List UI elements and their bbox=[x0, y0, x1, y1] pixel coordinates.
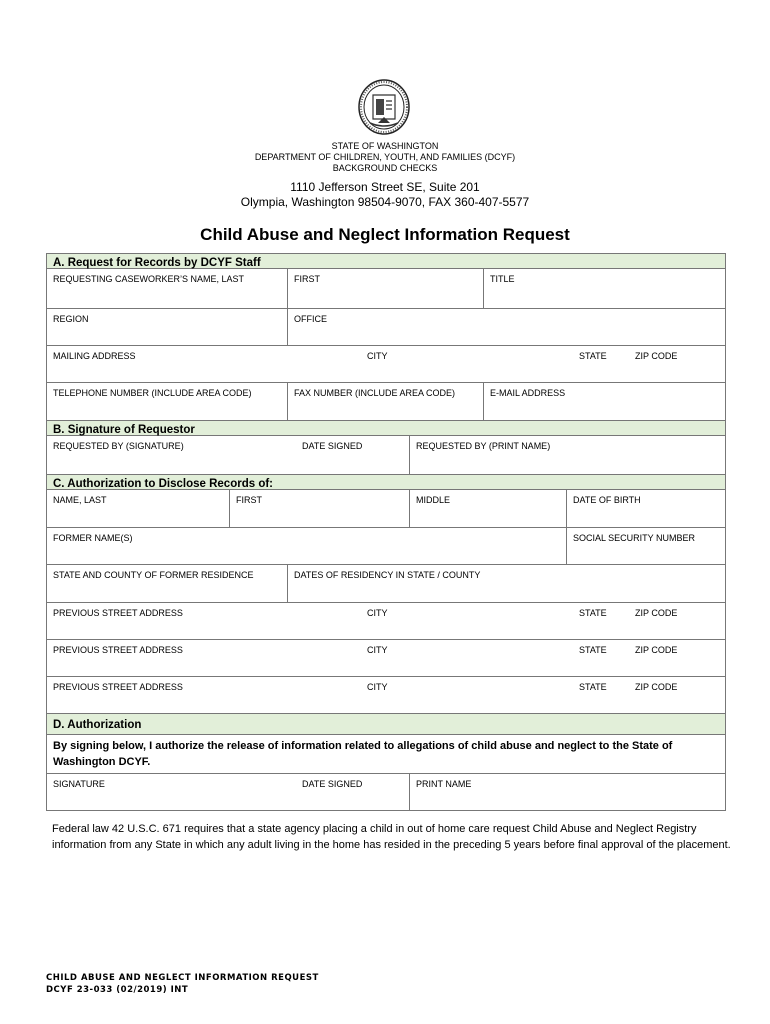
state-name: STATE OF WASHINGTON bbox=[331, 141, 439, 151]
section-a-heading: A. Request for Records by DCYF Staff bbox=[46, 254, 726, 269]
form-row bbox=[46, 640, 726, 677]
city-field[interactable]: CITY bbox=[367, 351, 388, 361]
form-row bbox=[46, 490, 726, 528]
form-row bbox=[46, 383, 726, 421]
federal-law-note: Federal law 42 U.S.C. 671 requires that a state agency placing a child in out of home care request Child Abuse and Neglect Registry information from any State in which any adult living in the home has resided in the preceding 5 years before final approval of the placement. bbox=[52, 823, 731, 851]
department-name: DEPARTMENT OF CHILDREN, YOUTH, AND FAMILIES (DCYF) bbox=[254, 152, 516, 162]
authorization-statement: By signing below, I authorize the release of information related to allegations of child abuse and neglect to the State of Washington DCYF. bbox=[46, 735, 726, 774]
requestor-signature-field[interactable]: REQUESTED BY (SIGNATURE) bbox=[53, 441, 184, 451]
previous-city-field-1[interactable]: CITY bbox=[367, 608, 388, 618]
form-row bbox=[46, 677, 726, 714]
form-row bbox=[46, 346, 726, 383]
previous-zip-field-2[interactable]: ZIP CODE bbox=[629, 640, 726, 676]
dates-of-residency-field[interactable]: DATES OF RESIDENCY IN STATE / COUNTY bbox=[288, 565, 726, 602]
ssn-field[interactable]: SOCIAL SECURITY NUMBER bbox=[567, 528, 726, 564]
telephone-field[interactable]: TELEPHONE NUMBER (INCLUDE AREA CODE) bbox=[47, 383, 288, 420]
form-row bbox=[46, 528, 726, 565]
previous-city-field-3[interactable]: CITY bbox=[367, 682, 388, 692]
form-row bbox=[46, 436, 726, 475]
subject-signature-field[interactable]: SIGNATURE bbox=[53, 779, 105, 789]
footer-form-title: CHILD ABUSE AND NEGLECT INFORMATION REQUEST bbox=[46, 973, 319, 983]
form-row bbox=[46, 774, 726, 811]
unit-name: BACKGROUND CHECKS bbox=[332, 163, 438, 173]
previous-street-field-3[interactable]: PREVIOUS STREET ADDRESS bbox=[53, 682, 183, 692]
fax-field[interactable]: FAX NUMBER (INCLUDE AREA CODE) bbox=[288, 383, 484, 420]
form-row bbox=[46, 269, 726, 309]
zip-field[interactable]: ZIP CODE bbox=[629, 346, 726, 382]
address-line-1: 1110 Jefferson Street SE, Suite 201 bbox=[290, 180, 480, 194]
previous-zip-field-3[interactable]: ZIP CODE bbox=[629, 677, 726, 713]
state-field[interactable]: STATE bbox=[579, 351, 607, 361]
subject-date-signed-field[interactable]: DATE SIGNED bbox=[296, 774, 410, 810]
caseworker-title-field[interactable]: TITLE bbox=[484, 269, 726, 308]
form-row bbox=[46, 603, 726, 640]
email-field[interactable]: E-MAIL ADDRESS bbox=[484, 383, 726, 420]
office-field[interactable]: OFFICE bbox=[288, 309, 726, 345]
previous-state-field-3[interactable]: STATE bbox=[579, 682, 607, 692]
subject-first-name-field[interactable]: FIRST bbox=[230, 490, 410, 527]
caseworker-first-field[interactable]: FIRST bbox=[288, 269, 484, 308]
previous-zip-field-1[interactable]: ZIP CODE bbox=[629, 603, 726, 639]
subject-last-name-field[interactable]: NAME, LAST bbox=[47, 490, 230, 527]
former-names-field[interactable]: FORMER NAME(S) bbox=[47, 528, 567, 564]
address-line-2: Olympia, Washington 98504-9070, FAX 360-407-5577 bbox=[240, 195, 530, 209]
previous-street-field-1[interactable]: PREVIOUS STREET ADDRESS bbox=[53, 608, 183, 618]
previous-city-field-2[interactable]: CITY bbox=[367, 645, 388, 655]
mailing-address-field[interactable]: MAILING ADDRESS bbox=[53, 351, 136, 361]
region-field[interactable]: REGION bbox=[47, 309, 288, 345]
state-county-field[interactable]: STATE AND COUNTY OF FORMER RESIDENCE bbox=[47, 565, 288, 602]
page-title: Child Abuse and Neglect Information Request bbox=[200, 225, 570, 244]
previous-street-field-2[interactable]: PREVIOUS STREET ADDRESS bbox=[53, 645, 183, 655]
form-row bbox=[46, 565, 726, 603]
caseworker-last-field[interactable]: REQUESTING CASEWORKER’S NAME, LAST bbox=[47, 269, 288, 308]
section-b-heading: B. Signature of Requestor bbox=[46, 421, 726, 436]
request-form bbox=[46, 253, 726, 811]
footer-form-number: DCYF 23-033 (02/2019) INT bbox=[46, 985, 189, 995]
section-c-heading: C. Authorization to Disclose Records of: bbox=[46, 475, 726, 490]
subject-print-name-field[interactable]: PRINT NAME bbox=[410, 774, 726, 810]
form-row bbox=[46, 309, 726, 346]
previous-state-field-1[interactable]: STATE bbox=[579, 608, 607, 618]
section-d-heading: D. Authorization bbox=[46, 714, 726, 735]
subject-middle-name-field[interactable]: MIDDLE bbox=[410, 490, 567, 527]
state-seal-icon bbox=[358, 79, 410, 135]
requestor-date-signed-field[interactable]: DATE SIGNED bbox=[296, 436, 410, 474]
requestor-print-name-field[interactable]: REQUESTED BY (PRINT NAME) bbox=[410, 436, 726, 474]
previous-state-field-2[interactable]: STATE bbox=[579, 645, 607, 655]
date-of-birth-field[interactable]: DATE OF BIRTH bbox=[567, 490, 726, 527]
